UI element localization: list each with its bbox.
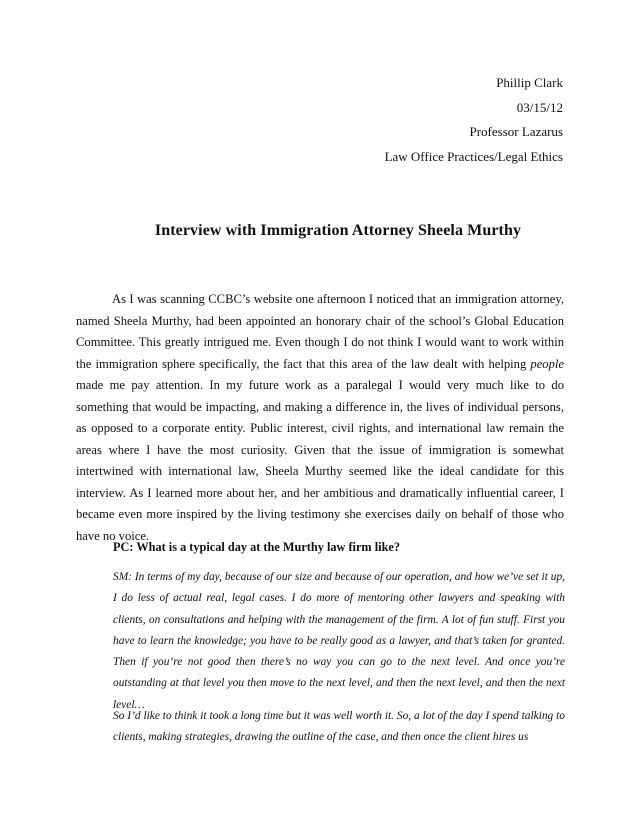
- title-text: Interview with Immigration Attorney Sheela Murthy: [154, 222, 522, 239]
- author-name: Phillip Clark: [496, 75, 563, 90]
- professor-name: Professor Lazarus: [469, 124, 563, 140]
- intro-paragraph: [76, 289, 564, 547]
- course-name: Law Office Practices/Legal Ethics: [384, 148, 563, 164]
- document-date: 03/15/12: [516, 99, 563, 115]
- intro-emphasis: people: [530, 356, 564, 371]
- intro-text-part1: As I was scanning CCBC’s website one afternoon I noticed that an immigration attorney, named Sheela Murthy, had been appointed an honorary chair of the school’s Global Education Committee. This greatly intrigued me. Even though I do not think I would want to work within the immigration sphere specifically, the fact that this area of the law dealt with helping: [76, 292, 564, 371]
- document-header: [385, 71, 563, 169]
- interview-answer-1: SM: In terms of my day, because of our size and because of our operation, and how we’ve set it up, I do less of actual real, legal cases. I do more of mentoring other lawyers and speaking with clients, on consultations and helping with the management of the firm. A lot of fun stuff. First you have to learn the knowledge; you have to be really good as a lawyer, and that’s taken for granted. Then if you’re not good then there’s no way you can go to the next level. And once you’re outstanding at that level you then move to the next level, and then the next level, and then the next level…: [113, 571, 565, 711]
- intro-text-part2: made me pay attention. In my future work as a paralegal I would very much like to do something that would be impacting, and making a difference in, the lives of individual persons, as opposed to a corporate entity. Public interest, civil rights, and international law remain the areas where I have the most curiosity. Given that the issue of immigration is somewhat intertwined with international law, Sheela Murthy seemed like the ideal candidate for this interview. As I learned more about her, and her ambitious and dramatically influential career, I became even more inspired by the living testimony she exercises daily on behalf of those who have no voice.: [76, 378, 564, 543]
- document-title: [0, 222, 638, 240]
- interview-question: PC: What is a typical day at the Murthy law firm like?: [113, 540, 401, 554]
- interview-answer-2: So I’d like to think it took a long time but it was well worth it. So, a lot of the day I spend talking to clients, making strategies, drawing the outline of the case, and then once the client hires us: [113, 710, 565, 744]
